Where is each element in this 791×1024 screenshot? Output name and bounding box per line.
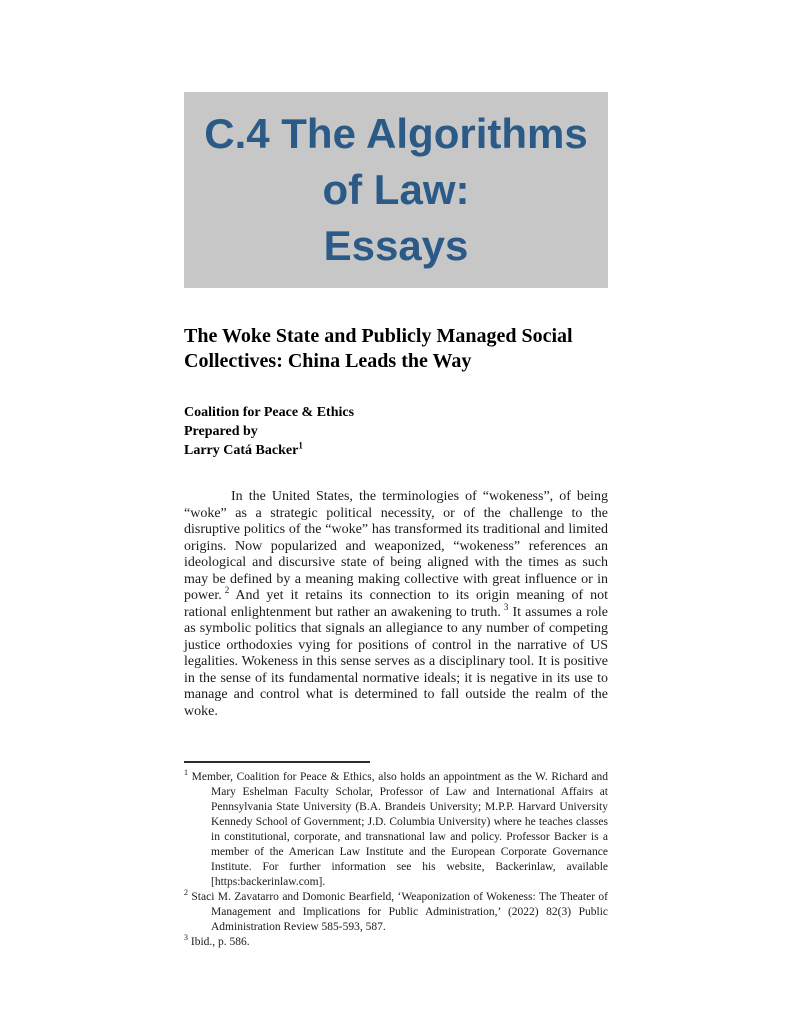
footnote-3-number: 3 <box>184 933 188 943</box>
footnote-2-number: 2 <box>184 888 188 898</box>
footnote-1-number: 1 <box>184 768 188 778</box>
article-title-line-2: Collectives: China Leads the Way <box>184 350 472 372</box>
footnote-separator-rule <box>184 761 370 763</box>
footnote-ref-3: 3 <box>503 601 509 612</box>
footnote-1-text: Member, Coalition for Peace & Ethics, also holds an appointment as the W. Richard and Mary Eshelman Faculty Scholar, Professor of Law and International Affairs at Pennsylvania State University (B.A. Brandeis University; M.P.P. Harvard University Kennedy School of Government; J.D. Columbia University) where he teaches classes in constitutional, corporate, and transnational law and policy. Professor Backer is a member of the American Law Institute and the European Corporate Governance Institute. For further information see his website, Backerinlaw, available [https:backerinlaw.com]. <box>191 771 608 888</box>
body-paragraph <box>184 489 608 720</box>
chapter-banner-line-1: C.4 The Algorithms <box>204 110 588 157</box>
byline-author <box>184 441 608 460</box>
author-footnote-ref: 1 <box>298 440 303 451</box>
footnotes-section <box>184 770 608 950</box>
chapter-banner <box>184 92 608 288</box>
body-text-segment-1: In the United States, the terminologies of “wokeness”, of being “woke” as a strategic political necessity, or of the challenge to the disruptive politics of the “woke” has transformed its traditional and limited origins. Now popularized and weaponized, “wokeness” references an ideological and discursive state of being aligned with the times as such may be defined by a meaning making collective with great influence or in power. <box>184 489 608 603</box>
article-title-line-1: The Woke State and Publicly Managed Social <box>184 325 573 347</box>
body-text-segment-2: And yet it retains its connection to its origin meaning of not rational enlightenment but rather an awakening to truth. <box>184 588 608 620</box>
footnote-ref-2: 2 <box>224 585 230 596</box>
byline-prepared-by: Prepared by <box>184 424 258 439</box>
article-content <box>184 288 608 950</box>
chapter-banner-line-3: Essays <box>323 222 469 269</box>
author-name: Larry Catá Backer <box>184 443 299 458</box>
footnote-2 <box>184 890 608 935</box>
footnote-1 <box>184 770 608 890</box>
footnote-2-text: Staci M. Zavatarro and Domonic Bearfield, ‘Weaponization of Wokeness: The Theater of Management and Implications for Public Administration,’ (2022) 82(3) Public Administration Review 585-593, 587. <box>191 891 608 933</box>
footnote-3 <box>184 935 608 950</box>
footnote-3-text: Ibid., p. 586. <box>190 936 250 948</box>
chapter-banner-line-2: of Law: <box>322 166 470 213</box>
article-title <box>184 324 608 374</box>
body-text-segment-3: It assumes a role as symbolic politics that signals an allegiance to any number of competing justice orthodoxies vying for positions of control in the narrative of US legalities. Wokeness in this sense serves as a disciplinary tool. It is positive in the sense of its fundamental normative ideals; it is negative in its use to manage and control what is determined to fall outside the realm of the woke. <box>184 604 608 719</box>
byline-organization: Coalition for Peace & Ethics <box>184 405 355 420</box>
byline-block <box>184 403 608 460</box>
